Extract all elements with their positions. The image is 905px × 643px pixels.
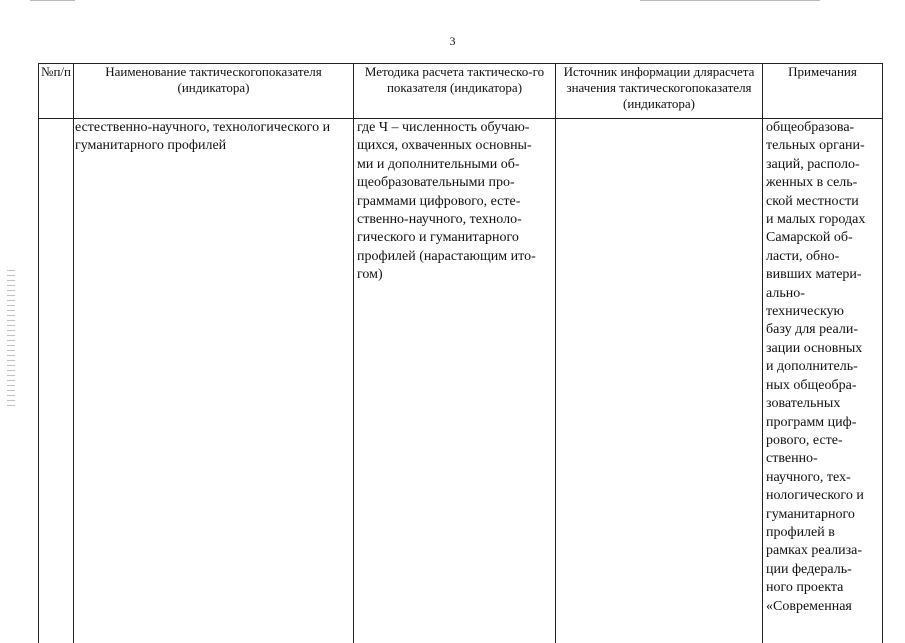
scan-edge-left: [30, 0, 75, 1]
text-line: ного проекта: [766, 580, 844, 596]
text-line: базу для реали-: [766, 322, 858, 338]
text-line: показателя (индикатора): [623, 80, 752, 111]
text-line: щеобразовательными про-: [357, 175, 515, 191]
text-line: п/п: [53, 64, 71, 79]
text-line: Методика расчета тактическо-: [364, 64, 533, 79]
text-line: Примечания: [788, 64, 857, 79]
cell-notes: [766, 119, 882, 616]
text-line: «Современная: [766, 598, 852, 614]
col-border-3: [555, 63, 556, 643]
text-line: тельных органи-: [766, 138, 865, 154]
page-number: 3: [449, 34, 456, 48]
text-line: вивших матери-: [766, 267, 862, 283]
text-line: щихся, охваченных основны-: [357, 138, 532, 154]
text-line: программ циф-: [766, 414, 857, 430]
text-line: го показателя (индикатора): [386, 64, 545, 95]
text-line: ции федераль-: [766, 561, 852, 577]
text-line: показателя (индикатора): [177, 64, 322, 95]
col-border-left: [38, 63, 39, 643]
text-line: №: [41, 64, 54, 79]
text-line: гического и гуманитарного: [357, 230, 519, 246]
text-line: зации основных: [766, 340, 863, 356]
scan-artifact: [7, 270, 15, 410]
text-line: профилей (нарастающим ито-: [357, 248, 536, 264]
indicator-table: [38, 63, 883, 643]
col-border-2: [353, 63, 354, 643]
text-line: гуманитарного: [766, 506, 855, 522]
header-calculation-method: [354, 64, 555, 118]
cell-calculation-method: [357, 119, 555, 285]
text-line: рового, есте-: [766, 432, 843, 448]
text-line: нологического и: [766, 488, 864, 504]
text-line: ственно-научного, техноло-: [357, 212, 522, 228]
text-line: ласти, обно-: [766, 248, 840, 264]
text-line: ально-: [766, 285, 805, 301]
text-line: рамках реализа-: [766, 543, 862, 559]
col-border-right: [882, 63, 883, 643]
header-indicator-name: [74, 64, 353, 118]
text-line: ми и дополнительными об-: [357, 156, 520, 172]
text-line: гом): [357, 267, 383, 283]
text-line: женных в сель-: [766, 175, 858, 191]
cell-indicator-name: [75, 119, 353, 156]
text-line: расчета значения тактического: [566, 64, 755, 95]
text-line: техническую: [766, 304, 845, 320]
text-line: Самарской об-: [766, 230, 853, 246]
text-line: ственно-: [766, 451, 818, 467]
text-line: где Ч – численность обучаю-: [357, 120, 530, 135]
header-information-source: [556, 64, 762, 118]
scan-edge-right: [640, 0, 820, 1]
text-line: естественно-научного, технологического и: [75, 120, 331, 135]
header-notes: [763, 64, 882, 118]
text-line: гуманитарного профилей: [75, 138, 227, 154]
text-line: и дополнитель-: [766, 359, 858, 375]
text-line: ных общеобра-: [766, 377, 857, 393]
text-line: зовательных: [766, 396, 841, 412]
header-number: [39, 64, 73, 118]
text-line: Наименование тактического: [105, 64, 262, 79]
text-line: граммами цифрового, есте-: [357, 193, 521, 209]
text-line: ской местности: [766, 193, 859, 209]
text-line: заций, располо-: [766, 156, 860, 172]
text-line: и малых городах: [766, 212, 866, 228]
text-line: общеобразова-: [766, 120, 855, 135]
text-line: Источник информации для: [563, 64, 713, 79]
col-border-1: [73, 63, 74, 643]
col-border-4: [762, 63, 763, 643]
text-line: научного, тех-: [766, 469, 851, 485]
text-line: профилей в: [766, 524, 835, 540]
